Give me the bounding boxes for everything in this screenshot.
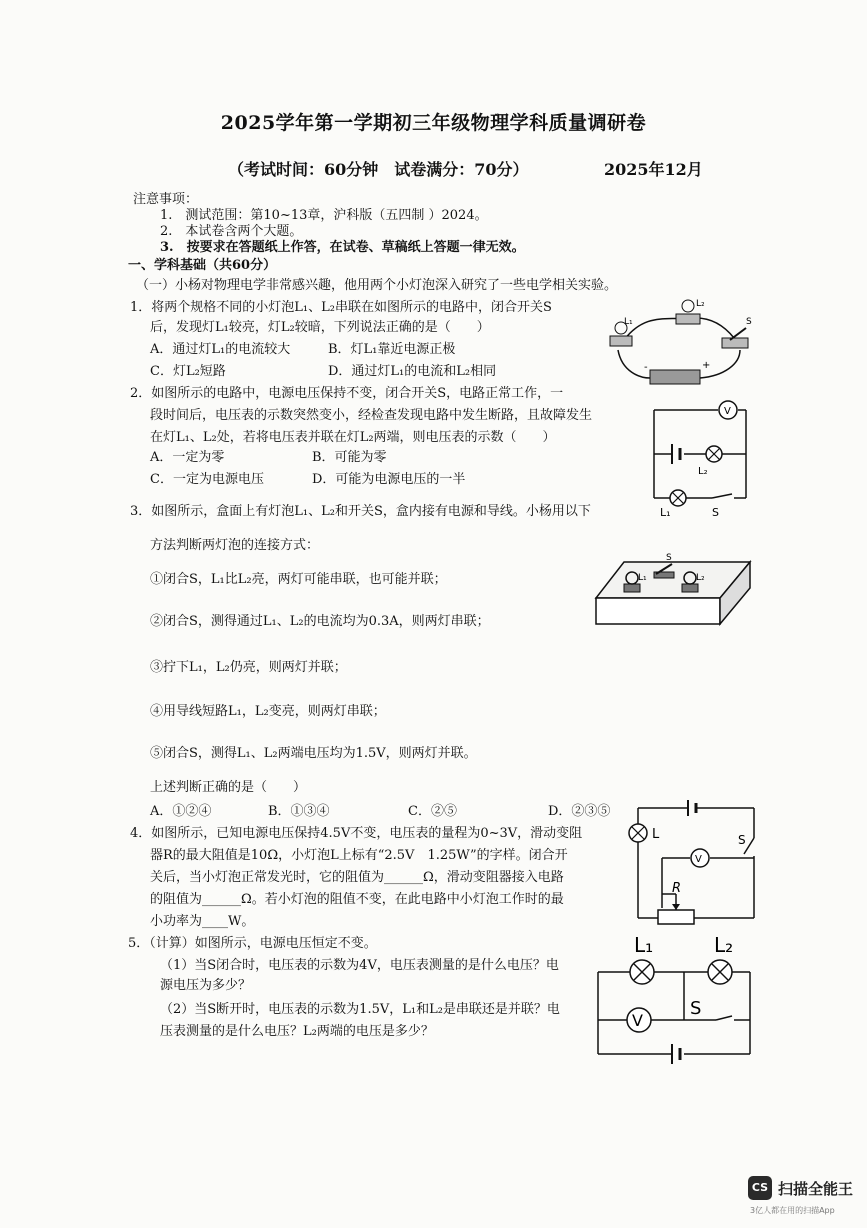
q1-option-a: A．通过灯L₁的电流较大 <box>150 342 291 357</box>
fig-label: L₂ <box>698 466 708 477</box>
fig-label: L <box>652 827 660 842</box>
q3-statement: ⑤闭合S，测得L₁、L₂两端电压均为1.5V，则两灯并联。 <box>150 746 477 761</box>
notes-heading: 注意事项： <box>133 192 199 207</box>
q5-line: 源电压为多少？ <box>160 978 252 993</box>
q1-option-c: C．灯L₂短路 <box>150 364 226 379</box>
q2-line: 在灯L₁、L₂处，若将电压表并联在灯L₂两端，则电压表的示数（ ） <box>150 430 556 445</box>
rheostat-icon <box>658 910 694 924</box>
q3-statement: ④用导线短路L₁，L₂变亮，则两灯串联； <box>150 704 386 719</box>
fig-label: S <box>666 553 672 563</box>
q1-line: 后，发现灯L₁较亮，灯L₂较暗，下列说法正确的是（ ） <box>150 320 490 335</box>
q3-question: 上述判断正确的是（ ） <box>150 780 307 795</box>
q4-line: 小功率为____W。 <box>150 914 255 929</box>
fig-label: R <box>672 881 682 896</box>
q5-line: （1）当S闭合时，电压表的示数为4V，电压表测量的是什么电压？电 <box>160 958 559 973</box>
q3-statement: ③拧下L₁，L₂仍亮，则两灯并联； <box>150 660 347 675</box>
q3-option-a: A．①②④ <box>150 804 212 819</box>
q5-line: （2）当S断开时，电压表的示数为1.5V，L₁和L₂是串联还是并联？电 <box>160 1002 560 1017</box>
q3-line: 方法判断两灯泡的连接方式： <box>150 538 320 553</box>
fig-label: V <box>724 406 731 417</box>
exam-date: 2025年12月 <box>604 160 703 179</box>
fig-label: L₁ <box>634 933 654 957</box>
q2-circuit-figure <box>648 398 752 518</box>
q1-line: 1．将两个规格不同的小灯泡L₁、L₂串联在如图所示的电路中，闭合开关S <box>130 300 552 315</box>
bulb-icon <box>682 300 694 312</box>
q2-option-c: C．一定为电源电压 <box>150 472 264 487</box>
scanner-tagline: 3亿人都在用的扫描App <box>750 1206 835 1215</box>
q1-option-b: B．灯L₁靠近电源正极 <box>328 342 456 357</box>
fig-label: L₁ <box>638 573 647 583</box>
fig-label: - <box>644 362 648 373</box>
q1-circuit-figure <box>604 294 754 390</box>
q4-line: 器R的最大阻值是10Ω，小灯泡L上标有“2.5V 1.25W”的字样。闭合开 <box>150 848 568 863</box>
q3-option-b: B．①③④ <box>268 804 330 819</box>
fig-label: S <box>712 506 719 519</box>
fig-label: S <box>746 317 752 327</box>
q3-option-c: C．②⑤ <box>408 804 457 819</box>
scanner-brand-name: 扫描全能王 <box>778 1180 854 1198</box>
fig-label: L₂ <box>714 933 734 957</box>
q5-circuit-figure <box>594 930 756 1068</box>
q4-line: 4．如图所示，已知电源电压保持4.5V不变，电压表的量程为0~3V，滑动变阻 <box>130 826 583 841</box>
fig-label: S <box>690 998 702 1019</box>
q2-line: 段时间后，电压表的示数突然变小，经检查发现电路中发生断路，且故障发生 <box>150 408 593 423</box>
fig-label: V <box>695 854 702 865</box>
q2-line: 2．如图所示的电路中，电源电压保持不变，闭合开关S，电路正常工作，一 <box>130 386 564 401</box>
fig-label: V <box>632 1011 643 1030</box>
scanner-logo-icon: CS <box>748 1176 772 1200</box>
q3-option-d: D．②③⑤ <box>548 804 611 819</box>
q1-option-d: D．通过灯L₁的电流和L₂相同 <box>328 364 497 379</box>
q4-line: 的阻值为______Ω。若小灯泡的阻值不变，在此电路中小灯泡工作时的最 <box>150 892 564 907</box>
exam-info: （考试时间：60分钟 试卷满分：70分） <box>228 160 529 179</box>
q2-option-a: A．一定为零 <box>150 450 225 465</box>
note-item: 1. 测试范围：第10~13章，沪科版（五四制 ）2024。 <box>160 208 488 223</box>
fig-label: L₁ <box>660 506 671 519</box>
section-heading: 一、学科基础（共60分） <box>128 258 277 273</box>
q3-line: 3．如图所示，盒面上有灯泡L₁、L₂和开关S，盒内接有电源和导线。小杨用以下 <box>130 504 591 519</box>
fig-label: L₂ <box>696 299 705 309</box>
note-item: 2. 本试卷含两个大题。 <box>160 224 303 239</box>
fig-label: + <box>702 360 711 371</box>
fig-label: L₂ <box>696 573 705 583</box>
q3-box-figure <box>594 553 754 630</box>
q5-line: 5．（计算）如图所示，电源电压恒定不变。 <box>128 936 377 951</box>
q4-line: 关后，当小灯泡正常发光时，它的阻值为______Ω，滑动变阻器接入电路 <box>150 870 564 885</box>
page-title: 2025学年第一学期初三年级物理学科质量调研卷 <box>220 112 647 134</box>
q5-line: 压表测量的是什么电压？L₂两端的电压是多少？ <box>160 1024 434 1039</box>
section-intro: （一）小杨对物理电学非常感兴趣，他用两个小灯泡深入研究了一些电学相关实验。 <box>136 278 618 293</box>
note-item: 3. 按要求在答题纸上作答，在试卷、草稿纸上答题一律无效。 <box>160 240 525 255</box>
q3-statement: ①闭合S，L₁比L₂亮，两灯可能串联，也可能并联； <box>150 572 447 587</box>
battery-icon <box>650 370 700 384</box>
q2-option-b: B．可能为零 <box>312 450 387 465</box>
fig-label: S <box>738 833 746 847</box>
q4-circuit-figure <box>628 798 758 926</box>
q2-option-d: D．可能为电源电压的一半 <box>312 472 466 487</box>
fig-label: L₁ <box>624 317 633 327</box>
q3-statement: ②闭合S，测得通过L₁、L₂的电流均为0.3A，则两灯串联； <box>150 614 490 629</box>
